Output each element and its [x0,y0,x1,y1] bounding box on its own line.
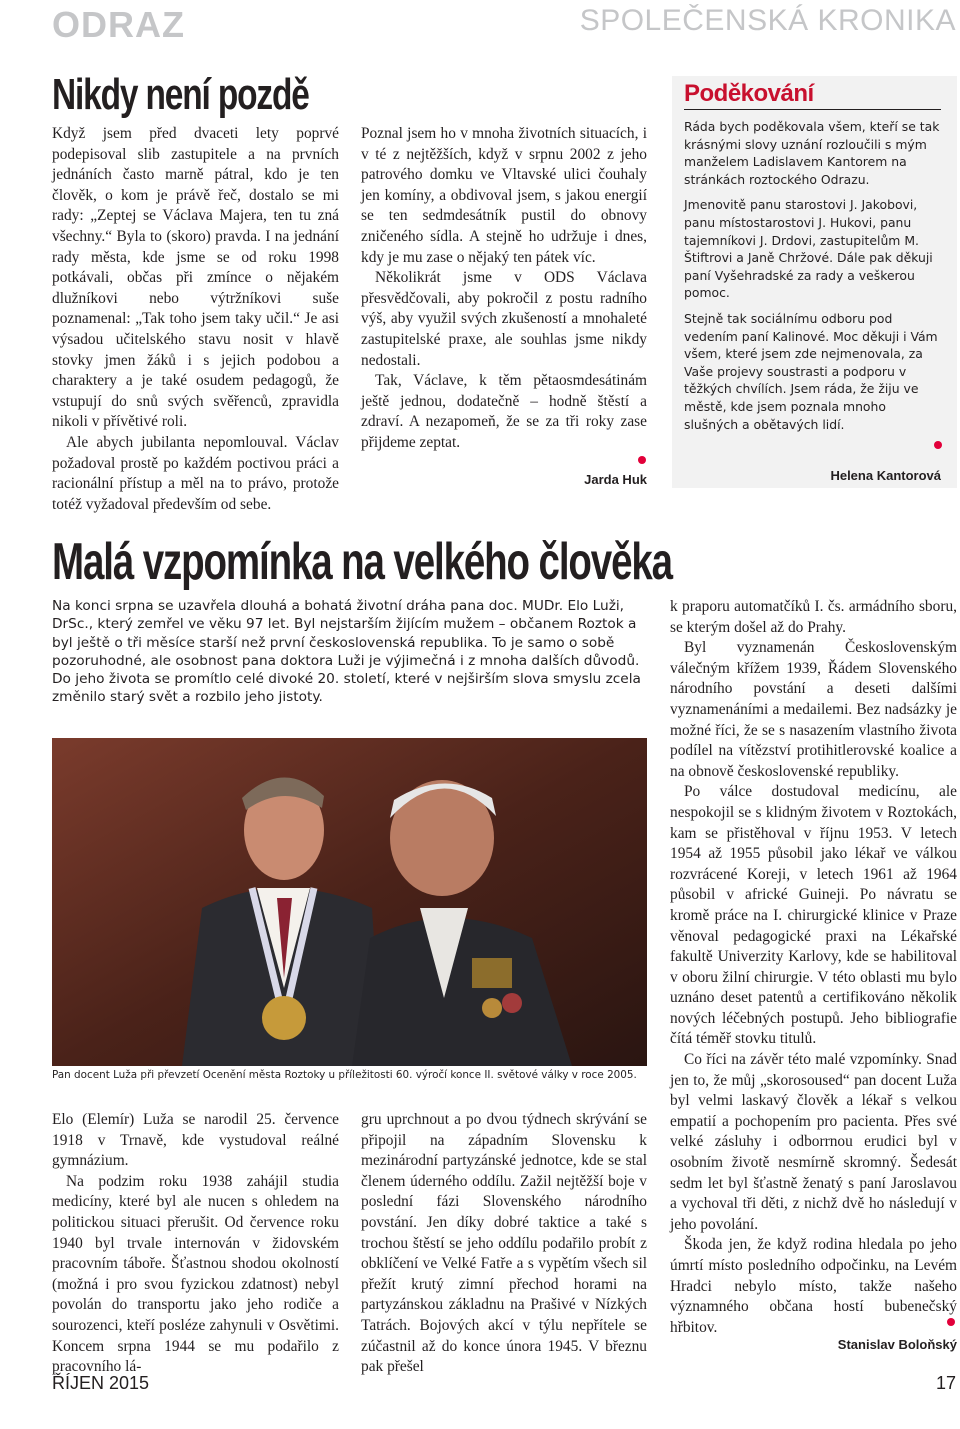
paragraph: Stejně tak sociálnímu odboru pod vedením paní Kalinové. Moc děkuji i Vám všem, které jsem zde nejmenovala, za Vaše projevy soustrasti a podporu v těžkých chvílích. Jsem ráda, že žiju ve městě, kde jsem poznala mnoho slušných a obětavých lidí. [684,310,938,432]
thanks-signature: Helena Kantorová [830,468,941,483]
paragraph: Několikrát jsme v ODS Václava přesvědčovali, aby pokročil z postu radního výš, aby využil svých zkušeností a mnohaleté zastupitelské praxe, ale souhlas jsme nikdy nedostali. [361,269,647,369]
paragraph: Ale abych jubilanta nepomlouval. Václav požadoval prostě po každém poctivou práci a racionální přístup a měl na to právo, protože totéž vyžadoval především od sebe. [52,433,339,513]
article2-signature: Stanislav Boloňský [837,1337,957,1352]
photo-caption: Pan docent Luža při převzetí Ocenění města Roztoky u příležitosti 60. výročí konce II. světové války v roce 2005. [52,1069,637,1081]
section-title: SPOLEČENSKÁ KRONIKA [579,4,956,37]
paragraph: Poznal jsem ho v mnoha životních situacích, i v té z nejtěžších, když v srpnu 2002 z jeho patrového domku ve Vltavské ulici čouhaly jen komíny, a obdivoval jsem, s jakou energií se ten sedmdesátník pustil do obnovy zničeného sídla. A stejně ho udržuje i dnes, kdy je mu zase o nějaký ten pátek víc. [361,125,647,266]
article1-title: Nikdy není pozdě [52,70,309,119]
thanks-box [672,76,957,488]
article1-column-1 [52,124,339,515]
page-number: 17 [935,1373,956,1393]
paragraph: Po válce dostudoval medicínu, ale nespokojil se s klidným životem v Roztokách, kam se přistěhoval v říjnu 1953. V letech 1954 až 1955 působil jako lékař ve válkou rozvrácené Koreji, v letech 1961 až 1964 působil v africké Guineji. Po návratu se kromě práce na I. chirurgické klinice v Praze věnoval pedagogické praxi na Lékařské fakultě Univerzity Karlovy, kde se habilitoval v oboru žilní chirurgie. V této oblasti mu bylo uznáno deset patentů a certifikováno několik nových léčebných postupů. Jeho bibliografie čítá téměř stovku titulů. [670,783,957,1048]
article2-column-1 [52,1110,339,1378]
paragraph: Na podzim roku 1938 zahájil studia medicíny, které byl ale nucen s ohledem na politickou situaci přerušit. Od července roku 1940 byl trvale internován v židovském pracovním táboře. Šťastnou shodou okolností (možná i pro svou fyzickou zdatnost) nebyl povolán do transportu jako jeho rodiče a sourozenci, kteří posléze zahynuli v Osvětimi. Koncem srpna 1944 se mu podařilo z pracovního lá- [52,1172,339,1376]
end-mark-icon [638,456,646,464]
paragraph: Jmenovitě panu starostovi J. Jakobovi, panu místostarostovi J. Hukovi, panu tajemníkovi J. Drdovi, zastupitelům M. Štiftrovi a Janě Chržové. Dále pak děkuji paní Vyšehradské za rady a veškerou pomoc. [684,197,933,301]
article2-lead: Na konci srpna se uzavřela dlouhá a bohatá životní dráha pana doc. MUDr. Elo Luži, DrSc., který zemřel ve věku 97 let. Byl nejstarším žijícím mužem – občanem Roztok a byl ještě o tři měsíce starší než první československá republika. To je samo o sobě pozoruhodné, ale osobnost pana doktora Luži je výjimečná i z mnoha dalších důvodů. Do jeho života se promítlo celé divoké 20. století, které v nejširším slova smyslu zcela změnilo starý svět a rozbilo jeho jistoty. [52,598,641,706]
issue-date: ŘÍJEN 2015 [52,1373,150,1393]
end-mark-icon [947,1318,955,1326]
article2-title: Malá vzpomínka na velkého člověka [52,533,672,591]
article1-column-2 [361,124,647,454]
ceremony-photo [52,738,647,1066]
paragraph: gru uprchnout a po dvou týdnech skrývání se připojil na západním Slovensku k mezinárodní partyzánské jednotce, kde se stal členem úderného oddílu. Zažil nejtěžší boje v poslední fázi Slovenského národního povstání. Jen díky dobré taktice a také s trochou štěstí se jeho oddílu podařilo probít z obklíčení ve Velké Fatře a s vypětím všech sil přežít krutý zimní přechod horami na partyzánskou základnu na Prašivé v Nízkých Tatrách. Bojových akcí v týlu nepřítele se zúčastnil až do konce února 1945. V březnu pak přešel [361,1111,647,1376]
paragraph: Škoda jen, že když rodina hledala po jeho úmrtí místo posledního odpočinku, na Levém Hradci nebylo místo, takže našeho významného občana hostí bubenečský hřbitov. [670,1236,957,1336]
paragraph: k praporu automatčíků I. čs. armádního sboru, se kterým došel až do Prahy. [670,598,957,636]
masthead-logo: ODRAZ [52,4,185,45]
article2-column-2 [361,1110,647,1378]
paragraph: Tak, Václave, k těm pětaosmdesátinám ještě jednou, dodatečně – hodně štěstí a zdraví. A nezapomeň, že se za tři roky zase přijdeme zeptat. [361,372,647,451]
thanks-title: Poděkování [684,80,814,107]
paragraph: Když jsem před dvaceti lety poprvé podepisoval slib zastupitele a na prvních jednáních často marně pátral, kdo je ten člověk, o kom je právě řeč, dostalo se mi rady: „Zeptej se Václava Majera, ten tu zná všechny.“ Byla to (skoro) pravda. I na jednání rady města, kde jsme se od roku 1998 potkávali, občas při zmínce o nějakém dlužníkovi nebo výtržníkovi suše poznamenal: „Tak toho jsem taky učil.“ Je asi výsadou učitelského stavu nosit v hlavě stovky jmen žáků i s jejich podobou a charaktery a je také osudem pedagogů, že vstupují do snů svých svěřenců, zpravidla nikoli v přívětivé roli. [52,125,339,431]
divider [684,109,941,110]
photo-illustration [52,738,647,1066]
article2-column-3 [670,597,957,1338]
paragraph: Ráda bych poděkovala všem, kteří se tak krásnými slovy uznání rozloučili s mým manželem Ladislavem Kantorem na stránkách roztockého Odrazu. [684,119,940,187]
paragraph: Elo (Elemír) Luža se narodil 25. července 1918 v Trnavě, kde vystudoval reálné gymnázium. [52,1111,339,1170]
end-mark-icon [934,441,942,449]
article1-signature: Jarda Huk [584,472,647,487]
paragraph: Co říci na závěr této malé vzpomínky. Snad jen to, že můj „skorosoused“ pan docent Luža byl velmi laskavý člověk a lékař s velkou empatií a pochopením pro pacienta. Přes své velké zásluhy i odborrnou erudici byl v osobním životě nesmírně skromný. Šedesát sedm let byl šťastně ženatý s paní Jaroslavou a vychoval tři děti, z nichž dvě ho následují v jeho povolání. [670,1051,957,1233]
paragraph: Byl vyznamenán Československým válečným křížem 1939, Řádem Slovenského národního povstání a deseti dalšími vyznamenáními a medailemi. Bez nadsázky je možné říci, že se s nasazením vlastního života podílel na vítězství protihitlerovské koalice a na obnově československé republiky. [670,639,957,780]
thanks-text [684,118,942,441]
